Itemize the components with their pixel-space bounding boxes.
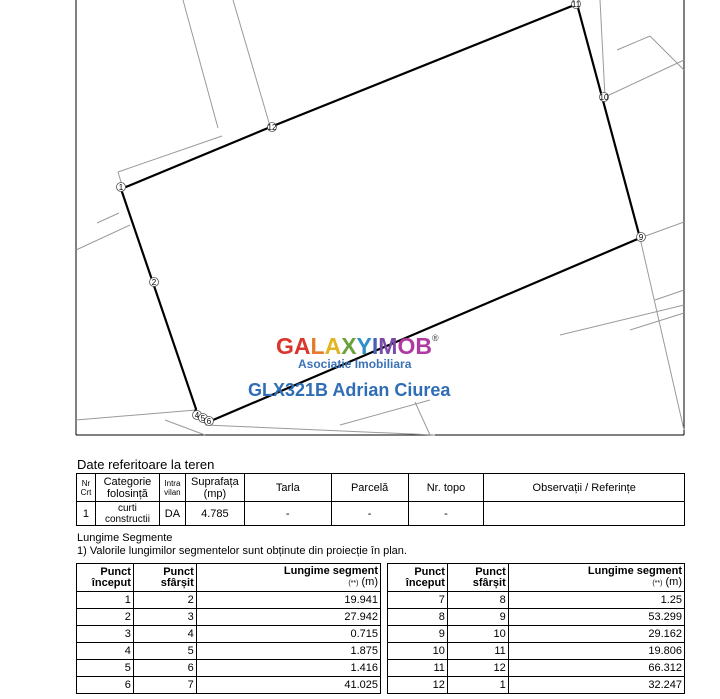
point-label: 10 <box>599 93 609 102</box>
watermark-logo: GALAXYIMOB® <box>276 333 439 359</box>
col-nr-topo: Nr. topo <box>408 474 484 502</box>
segments-header-row <box>77 564 381 592</box>
cell-start: 3 <box>77 626 134 643</box>
point-label: 4 <box>194 411 200 420</box>
cell-end: 12 <box>447 660 508 677</box>
cell-length: 66.312 <box>508 660 684 677</box>
cell-start: 12 <box>388 677 448 694</box>
col-observatii: Observații / Referințe <box>484 474 685 502</box>
cell-tarla: - <box>244 502 331 526</box>
cell-length: 0.715 <box>196 626 380 643</box>
cell-intravilan: DA <box>159 502 185 526</box>
table-row <box>77 677 381 694</box>
cell-nr: 1 <box>77 502 96 526</box>
segments-table-left <box>76 563 381 694</box>
col-punct-sfarsit: Punct sfârșit <box>447 564 508 592</box>
cell-end: 4 <box>133 626 196 643</box>
point-label: 1 <box>118 183 124 192</box>
table-row <box>77 660 381 677</box>
table-row <box>77 609 381 626</box>
cell-end: 11 <box>447 643 508 660</box>
col-punct-inceput: Punct început <box>388 564 448 592</box>
cell-start: 2 <box>77 609 134 626</box>
cell-categorie: curti constructii <box>95 502 159 526</box>
cell-end: 7 <box>133 677 196 694</box>
cell-start: 10 <box>388 643 448 660</box>
cell-end: 3 <box>133 609 196 626</box>
cell-start: 6 <box>77 677 134 694</box>
col-nr: Nr Crt <box>77 474 96 502</box>
point-label: 6 <box>206 417 212 426</box>
col-parcela: Parcelă <box>331 474 408 502</box>
table-row <box>388 660 685 677</box>
col-lungime: Lungime segment (**) (m) <box>196 564 380 592</box>
point-label: 12 <box>267 123 277 132</box>
table-row <box>388 592 685 609</box>
point-label: 9 <box>638 233 644 242</box>
watermark-subtitle: Asociatie Imobiliara <box>298 357 412 371</box>
table-row <box>77 643 381 660</box>
cell-start: 11 <box>388 660 448 677</box>
col-lungime: Lungime segment (**) (m) <box>508 564 684 592</box>
col-punct-sfarsit: Punct sfârșit <box>133 564 196 592</box>
table-row <box>388 677 685 694</box>
segments-note: 1) Valorile lungimilor segmentelor sunt obținute din proiecție în plan. <box>77 545 407 557</box>
cell-length: 1.416 <box>196 660 380 677</box>
watermark-agent: GLX321B Adrian Ciurea <box>248 380 451 400</box>
table-row <box>77 592 381 609</box>
segments-title: Lungime Segmente <box>77 532 173 544</box>
cell-length: 27.942 <box>196 609 380 626</box>
cell-end: 2 <box>133 592 196 609</box>
cell-start: 1 <box>77 592 134 609</box>
cell-start: 8 <box>388 609 448 626</box>
col-suprafata: Suprafața (mp) <box>185 474 244 502</box>
land-data-title: Date referitoare la teren <box>77 457 215 472</box>
col-intravilan: Intra vilan <box>159 474 185 502</box>
segments-header-row <box>388 564 685 592</box>
land-header-row <box>77 474 685 502</box>
cell-end: 5 <box>133 643 196 660</box>
cell-nr-topo: - <box>408 502 484 526</box>
cell-length: 19.806 <box>508 643 684 660</box>
cell-start: 5 <box>77 660 134 677</box>
point-label: 5 <box>200 414 206 423</box>
cell-end: 1 <box>447 677 508 694</box>
point-label: 11 <box>571 0 581 9</box>
cell-observatii <box>484 502 685 526</box>
table-row <box>388 609 685 626</box>
cell-end: 9 <box>447 609 508 626</box>
cell-length: 1.875 <box>196 643 380 660</box>
cell-parcela: - <box>331 502 408 526</box>
cell-end: 8 <box>447 592 508 609</box>
table-row <box>77 626 381 643</box>
cell-end: 10 <box>447 626 508 643</box>
cell-length: 29.162 <box>508 626 684 643</box>
cell-start: 7 <box>388 592 448 609</box>
land-data-table <box>76 473 685 526</box>
cell-start: 4 <box>77 643 134 660</box>
table-row <box>77 502 685 526</box>
cell-start: 9 <box>388 626 448 643</box>
table-row <box>388 626 685 643</box>
cell-length: 53.299 <box>508 609 684 626</box>
cell-length: 41.025 <box>196 677 380 694</box>
cell-length: 1.25 <box>508 592 684 609</box>
cell-end: 6 <box>133 660 196 677</box>
col-tarla: Tarla <box>244 474 331 502</box>
col-categorie: Categorie folosință <box>95 474 159 502</box>
cell-suprafata: 4.785 <box>185 502 244 526</box>
point-label: 2 <box>151 278 157 287</box>
segments-table-right <box>387 563 685 694</box>
col-punct-inceput: Punct început <box>77 564 134 592</box>
table-row <box>388 643 685 660</box>
cell-length: 19.941 <box>196 592 380 609</box>
cell-length: 32.247 <box>508 677 684 694</box>
